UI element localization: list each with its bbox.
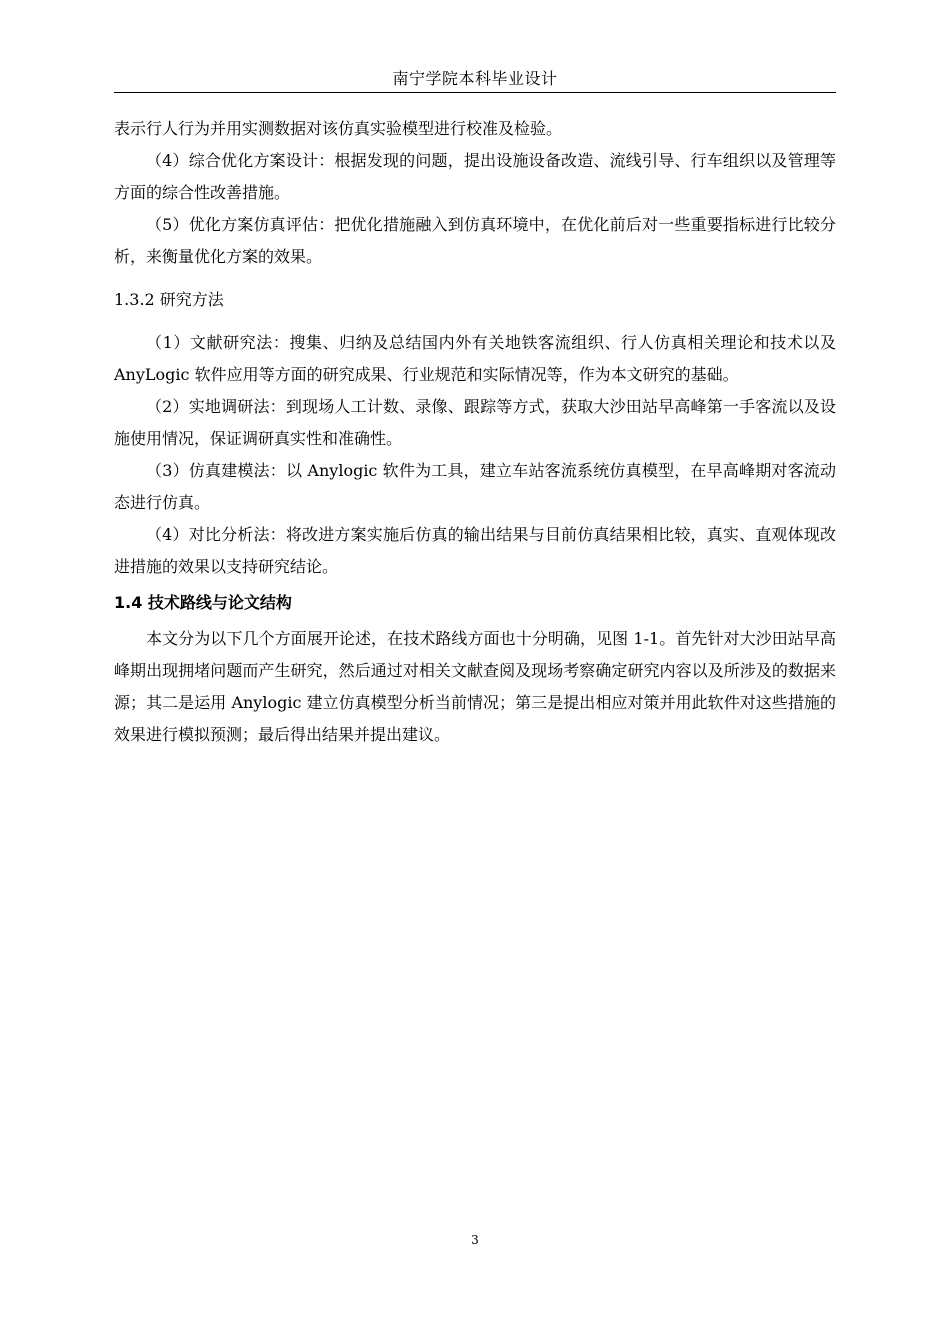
section-heading-1-4: 1.4 技术路线与论文结构 xyxy=(114,593,292,612)
page-number: 3 xyxy=(471,1233,479,1247)
header-divider xyxy=(114,92,836,93)
document-body xyxy=(114,113,836,751)
method-item-4: （4）对比分析法：将改进方案实施后仿真的输出结果与目前仿真结果相比较，真实、直观体现改进措施的效果以支持研究结论。 xyxy=(114,525,836,576)
paragraph-structure: 本文分为以下几个方面展开论述，在技术路线方面也十分明确，见图 1-1。首先针对大沙田站早高峰期出现拥堵问题而产生研究，然后通过对相关文献查阅及现场考察确定研究内容以及所涉及的数据来源；其二是运用 Anylogic 建立仿真模型分析当前情况；第三是提出相应对策并用此软件对这些措施的效果进行模拟预测；最后得出结果并提出建议。 xyxy=(114,629,836,744)
page-header: 南宁学院本科毕业设计 xyxy=(392,69,558,88)
method-item-3: （3）仿真建模法：以 Anylogic 软件为工具，建立车站客流系统仿真模型，在早高峰期对客流动态进行仿真。 xyxy=(114,461,836,512)
method-item-1: （1）文献研究法：搜集、归纳及总结国内外有关地铁客流组织、行人仿真相关理论和技术以及 AnyLogic 软件应用等方面的研究成果、行业规范和实际情况等，作为本文研究的基础。 xyxy=(114,333,836,384)
section-heading-1-3-2: 1.3.2 研究方法 xyxy=(114,290,224,309)
list-item-5-evaluation: （5）优化方案仿真评估：把优化措施融入到仿真环境中，在优化前后对一些重要指标进行比较分析，来衡量优化方案的效果。 xyxy=(114,215,836,266)
method-item-2: （2）实地调研法：到现场人工计数、录像、跟踪等方式，获取大沙田站早高峰第一手客流以及设施使用情况，保证调研真实性和准确性。 xyxy=(114,397,836,448)
paragraph-continuation: 表示行人行为并用实测数据对该仿真实验模型进行校准及检验。 xyxy=(114,119,563,138)
list-item-4-design: （4）综合优化方案设计：根据发现的问题，提出设施设备改造、流线引导、行车组织以及管理等方面的综合性改善措施。 xyxy=(114,151,836,202)
